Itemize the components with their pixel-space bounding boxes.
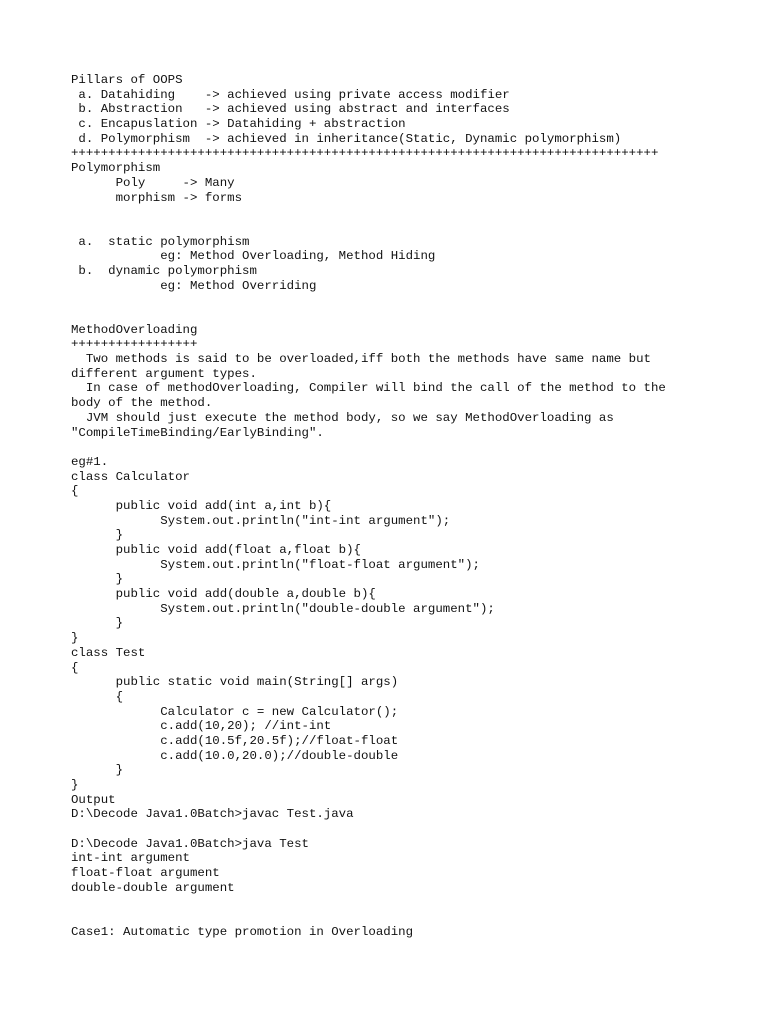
text-line: different argument types. (71, 366, 257, 381)
text-line: d. Polymorphism -> achieved in inheritance(Static, Dynamic polymorphism) (71, 131, 622, 146)
text-line: Output (71, 792, 116, 807)
text-line: public void add(double a,double b){ (71, 587, 376, 602)
text-line (71, 822, 711, 837)
text-line: class Calculator (71, 469, 190, 484)
text-line: JVM should just execute the method body, so we say MethodOverloading as (71, 410, 614, 425)
text-line: "CompileTimeBinding/EarlyBinding". (71, 425, 324, 440)
text-line: double-double argument (71, 880, 235, 895)
text-line: { (71, 660, 79, 675)
text-line: } (71, 616, 124, 631)
text-line: } (71, 778, 79, 792)
text-line (71, 440, 711, 455)
text-line: b. Abstraction -> achieved using abstract and interfaces (71, 102, 510, 117)
text-line: System.out.println("double-double argument"); (71, 601, 495, 616)
document-page (71, 73, 711, 940)
text-line: public static void main(String[] args) (71, 675, 399, 690)
text-line: Two methods is said to be overloaded,iff both the methods have same name but (71, 352, 651, 367)
text-line: } (71, 631, 79, 646)
text-line: System.out.println("int-int argument"); (71, 513, 451, 528)
text-line: Polymorphism (71, 161, 161, 176)
text-line: public void add(float a,float b){ (71, 543, 361, 557)
text-line: MethodOverloading (71, 322, 198, 337)
text-line: c.add(10.0,20.0);//double-double (71, 748, 399, 763)
text-line: a. Datahiding -> achieved using private access modifier (71, 87, 510, 102)
text-line: Calculator c = new Calculator(); (71, 704, 399, 719)
text-line (71, 293, 711, 308)
text-line: In case of methodOverloading, Compiler will bind the call of the method to the (71, 381, 666, 396)
text-line: D:\Decode Java1.0Batch>javac Test.java (71, 807, 354, 822)
text-line: eg: Method Overriding (71, 278, 317, 293)
text-line (71, 205, 711, 220)
text-line: } (71, 528, 124, 543)
text-line: Case1: Automatic type promotion in Overloading (71, 924, 414, 939)
text-line: { (71, 689, 124, 704)
text-line (71, 220, 711, 235)
text-line: } (71, 763, 124, 778)
text-line: body of the method. (71, 396, 213, 411)
text-line: a. static polymorphism (71, 234, 250, 249)
text-line (71, 896, 711, 911)
text-line: D:\Decode Java1.0Batch>java Test (71, 836, 309, 851)
text-line (71, 308, 711, 323)
text-line: { (71, 484, 79, 499)
text-line: Pillars of OOPS (71, 73, 183, 87)
text-line: morphism -> forms (71, 190, 243, 205)
text-line: b. dynamic polymorphism (71, 263, 257, 278)
text-line: c. Encapuslation -> Datahiding + abstraction (71, 117, 406, 132)
text-line: c.add(10,20); //int-int (71, 719, 332, 734)
text-line: class Test (71, 645, 146, 660)
text-line: c.add(10.5f,20.5f);//float-float (71, 733, 399, 748)
text-line: int-int argument (71, 851, 190, 866)
text-line: eg: Method Overloading, Method Hiding (71, 249, 436, 264)
text-line: +++++++++++++++++++++++++++++++++++++++++++++++++++++++++++++++++++++++++++++++ (71, 146, 659, 161)
text-line: float-float argument (71, 866, 220, 881)
text-line: } (71, 572, 124, 587)
text-line: Poly -> Many (71, 175, 235, 190)
text-line: System.out.println("float-float argument"); (71, 557, 480, 572)
text-line: public void add(int a,int b){ (71, 498, 332, 513)
text-line: eg#1. (71, 454, 109, 469)
text-line (71, 910, 711, 925)
text-line: +++++++++++++++++ (71, 337, 198, 352)
